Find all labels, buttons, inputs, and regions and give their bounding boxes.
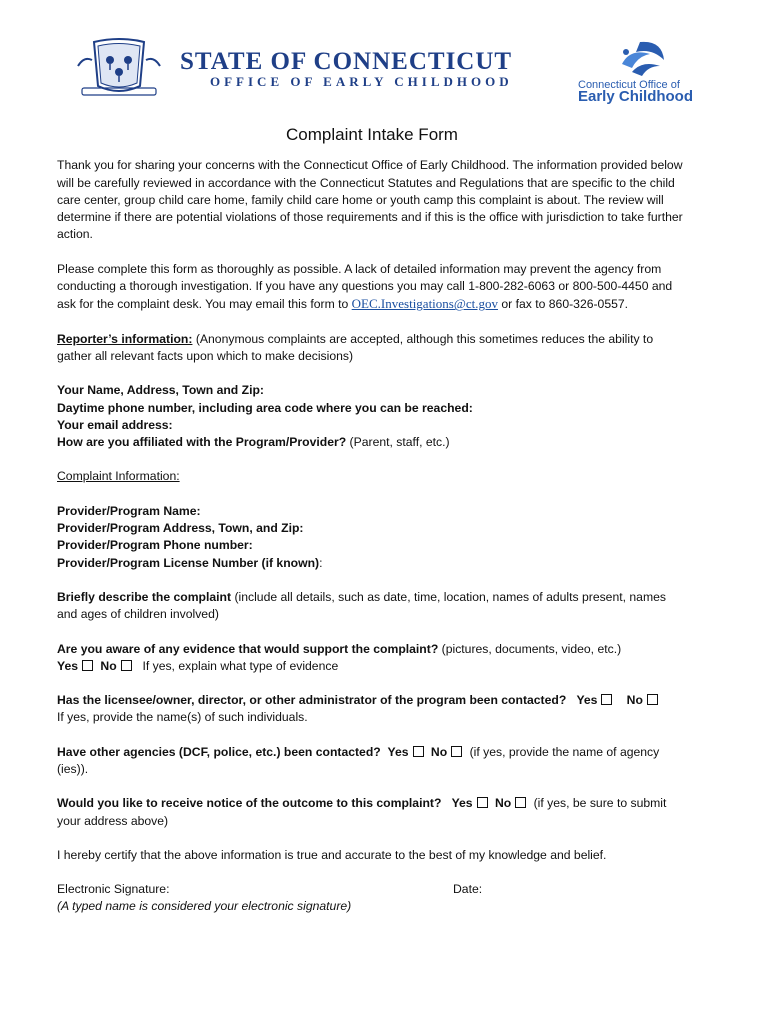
contacted-no-label: No [626,693,643,708]
notice-yes-label: Yes [451,796,473,811]
provider-license-colon: : [319,555,323,570]
describe-note: (include all details, such as date, time, location, names of adults present, names and ages of children involved) [57,589,666,622]
agencies-note: (if yes, provide the name of agency (ies)). [57,744,660,777]
describe-complaint [57,589,687,624]
agencies-no-checkbox[interactable] [451,746,462,757]
intro-paragraph: Thank you for sharing your concerns with the Connecticut Office of Early Childhood. The information provided below will be carefully reviewed in accordance with the Connecticut Statutes and Regulations that are specific to the child care center, group child care home, family child care home or youth camp this complaint is about. The review will determine if there are potential violations of those requirements and if this is the office with jurisdiction to take further action. [57,158,683,242]
instructions-paragraph [57,261,687,314]
reporter-heading: Reporter’s information: [57,331,193,346]
complaint-heading: Complaint Information: [57,469,180,484]
date-label: Date: [453,882,483,897]
agencies-yes-label: Yes [387,744,409,759]
reporter-name-label: Your Name, Address, Town and Zip: [57,383,264,398]
evidence-question [57,641,687,658]
provider-name-label: Provider/Program Name: [57,503,201,518]
agencies-question [57,744,687,779]
oec-logo-icon [612,38,668,78]
evidence-no-label: No [100,658,117,673]
contacted-no-checkbox[interactable] [647,694,658,705]
oec-logo-text-line1: Connecticut Office of [578,79,680,91]
notice-note: (if yes, be sure to submit your address above) [57,796,667,828]
notice-no-checkbox[interactable] [515,797,526,808]
contacted-yes-checkbox[interactable] [601,694,612,705]
email-link[interactable]: OEC.Investigations@ct.gov [351,296,498,312]
oec-logo-text-line2: Early Childhood [578,88,694,105]
evidence-yes-label: Yes [57,658,79,673]
fax-text: or fax to 860-326-0557. [497,297,629,312]
evidence-followup: If yes, explain what type of evidence [142,658,339,673]
evidence-label: Are you aware of any evidence that would support the complaint? [57,641,439,656]
describe-label: Briefly describe the complaint [57,589,232,604]
signature-row [57,881,687,898]
agencies-label: Have other agencies (DCF, police, etc.) been contacted? [57,744,381,759]
contacted-yes-label: Yes [576,693,598,708]
agencies-yes-checkbox[interactable] [413,746,424,757]
agencies-no-label: No [430,744,448,759]
evidence-no-checkbox[interactable] [121,660,132,671]
state-subtitle: OFFICE OF EARLY CHILDHOOD [210,74,513,89]
contacted-followup: If yes, provide the name(s) of such individuals. [57,710,308,725]
provider-phone-label: Provider/Program Phone number: [57,538,253,553]
notice-question [57,795,687,830]
evidence-answer [57,658,687,675]
form-title: Complaint Intake Form [286,125,458,144]
contacted-question [57,692,687,709]
evidence-yes-checkbox[interactable] [82,660,93,671]
affiliation-note: (Parent, staff, etc.) [346,435,450,450]
form-content [57,126,687,916]
provider-license [57,555,687,572]
reporter-section [57,331,687,366]
certification-statement: I hereby certify that the above information is true and accurate to the best of my knowledge and belief. [57,847,607,862]
connecticut-state-seal-icon [74,36,164,98]
signature-note: (A typed name is considered your electronic signature) [57,899,352,914]
reporter-note: (Anonymous complaints are accepted, although this sometimes reduces the ability to gather all relevant facts upon which to make decisions) [57,331,654,363]
letterhead [0,32,770,112]
state-title: STATE OF CONNECTICUT [180,48,513,75]
instructions-text: Please complete this form as thoroughly as possible. A lack of detailed information may prevent the agency from conducting a thorough investigation. If you have any questions you may call 1-800-282-6063 or 800-500-4450 and ask for the complaint desk. You may email this form to [57,261,673,312]
signature-label: Electronic Signature: [57,882,170,897]
reporter-phone-label: Daytime phone number, including area code where you can be reached: [57,400,473,415]
notice-yes-checkbox[interactable] [477,797,488,808]
provider-address-label: Provider/Program Address, Town, and Zip: [57,521,304,536]
evidence-note: (pictures, documents, video, etc.) [438,641,622,656]
contacted-label: Has the licensee/owner, director, or other administrator of the program been contacted? [57,693,567,708]
provider-license-label: Provider/Program License Number (if known) [57,555,320,570]
notice-label: Would you like to receive notice of the outcome to this complaint? [57,796,442,811]
reporter-email-label: Your email address: [57,417,173,432]
notice-no-label: No [494,796,512,811]
reporter-affiliation [57,434,687,451]
affiliation-label: How are you affiliated with the Program/Provider? [57,435,347,450]
